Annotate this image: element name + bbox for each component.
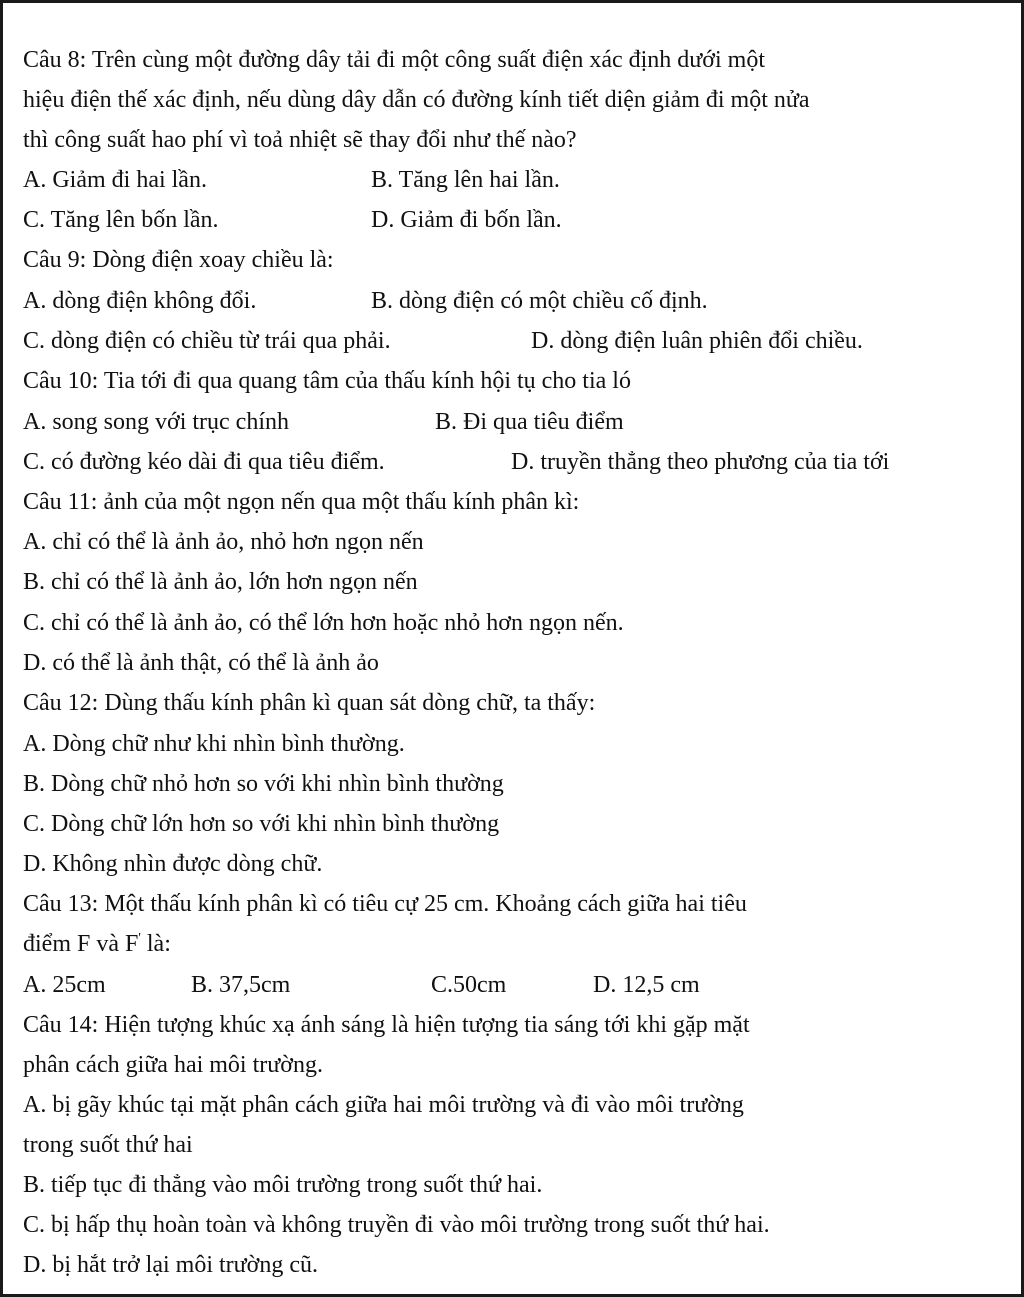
q9-stem: Câu 9: Dòng điện xoay chiều là:	[23, 247, 334, 273]
q13-option-b: B. 37,5cm	[191, 972, 291, 998]
q9-option-c: C. dòng điện có chiều từ trái qua phải.	[23, 328, 391, 354]
q12-stem: Câu 12: Dùng thấu kính phân kì quan sát dòng chữ, ta thấy:	[23, 690, 596, 716]
q14-stem-line-1: Câu 14: Hiện tượng khúc xạ ánh sáng là hiện tượng tia sáng tới khi gặp mặt	[23, 1012, 750, 1038]
q14-option-c: C. bị hấp thụ hoàn toàn và không truyền đi vào môi trường trong suốt thứ hai.	[23, 1212, 770, 1238]
q13-option-c: C.50cm	[431, 972, 507, 998]
q8-stem-line-1: Câu 8: Trên cùng một đường dây tải đi một công suất điện xác định dưới một	[23, 47, 765, 73]
q11-option-a: A. chỉ có thể là ảnh ảo, nhỏ hơn ngọn nến	[23, 529, 424, 555]
q8-option-d: D. Giảm đi bốn lần.	[371, 207, 562, 233]
q8-stem-line-2: hiệu điện thế xác định, nếu dùng dây dẫn có đường kính tiết diện giảm đi một nửa	[23, 87, 810, 113]
q13-option-a: A. 25cm	[23, 972, 106, 998]
f-prime-mark: '	[138, 931, 141, 946]
q13-stem-line-2-text: điểm F và F	[23, 931, 139, 957]
q10-option-d: D. truyền thẳng theo phương của tia tới	[511, 449, 890, 475]
q8-stem-line-3: thì công suất hao phí vì toả nhiệt sẽ thay đổi như thế nào?	[23, 127, 577, 153]
q8-option-c: C. Tăng lên bốn lần.	[23, 207, 219, 233]
q8-option-b: B. Tăng lên hai lần.	[371, 167, 560, 193]
q14-option-b: B. tiếp tục đi thẳng vào môi trường trong suốt thứ hai.	[23, 1172, 543, 1198]
q13-stem-line-1: Câu 13: Một thấu kính phân kì có tiêu cự 25 cm. Khoảng cách giữa hai tiêu	[23, 891, 747, 917]
q14-option-a-line-1: A. bị gãy khúc tại mặt phân cách giữa hai môi trường và đi vào môi trường	[23, 1092, 744, 1118]
q11-option-b: B. chỉ có thể là ảnh ảo, lớn hơn ngọn nến	[23, 569, 418, 595]
q13-stem-line-2	[23, 929, 171, 959]
q11-option-c: C. chỉ có thể là ảnh ảo, có thể lớn hơn hoặc nhỏ hơn ngọn nến.	[23, 610, 624, 636]
q9-option-d: D. dòng điện luân phiên đổi chiều.	[531, 328, 863, 354]
q12-option-c: C. Dòng chữ lớn hơn so với khi nhìn bình thường	[23, 811, 500, 837]
q13-stem-line-2-end: là:	[140, 931, 171, 957]
q10-option-b: B. Đi qua tiêu điểm	[435, 409, 624, 435]
q11-option-d: D. có thể là ảnh thật, có thể là ảnh ảo	[23, 650, 379, 676]
q12-option-a: A. Dòng chữ như khi nhìn bình thường.	[23, 731, 405, 757]
q9-option-b: B. dòng điện có một chiều cố định.	[371, 288, 708, 314]
q14-option-d: D. bị hắt trở lại môi trường cũ.	[23, 1252, 319, 1278]
q14-stem-line-2: phân cách giữa hai môi trường.	[23, 1052, 323, 1078]
q10-option-a: A. song song với trục chính	[23, 409, 290, 435]
q8-option-a: A. Giảm đi hai lần.	[23, 167, 207, 193]
q14-option-a-line-2: trong suốt thứ hai	[23, 1132, 193, 1158]
q10-option-c: C. có đường kéo dài đi qua tiêu điểm.	[23, 449, 385, 475]
q13-option-d: D. 12,5 cm	[593, 972, 700, 998]
q11-stem: Câu 11: ảnh của một ngọn nến qua một thấu kính phân kì:	[23, 489, 580, 515]
q12-option-b: B. Dòng chữ nhỏ hơn so với khi nhìn bình thường	[23, 771, 504, 797]
q12-option-d: D. Không nhìn được dòng chữ.	[23, 851, 323, 877]
q9-option-a: A. dòng điện không đổi.	[23, 288, 257, 314]
q10-stem: Câu 10: Tia tới đi qua quang tâm của thấu kính hội tụ cho tia ló	[23, 368, 631, 394]
